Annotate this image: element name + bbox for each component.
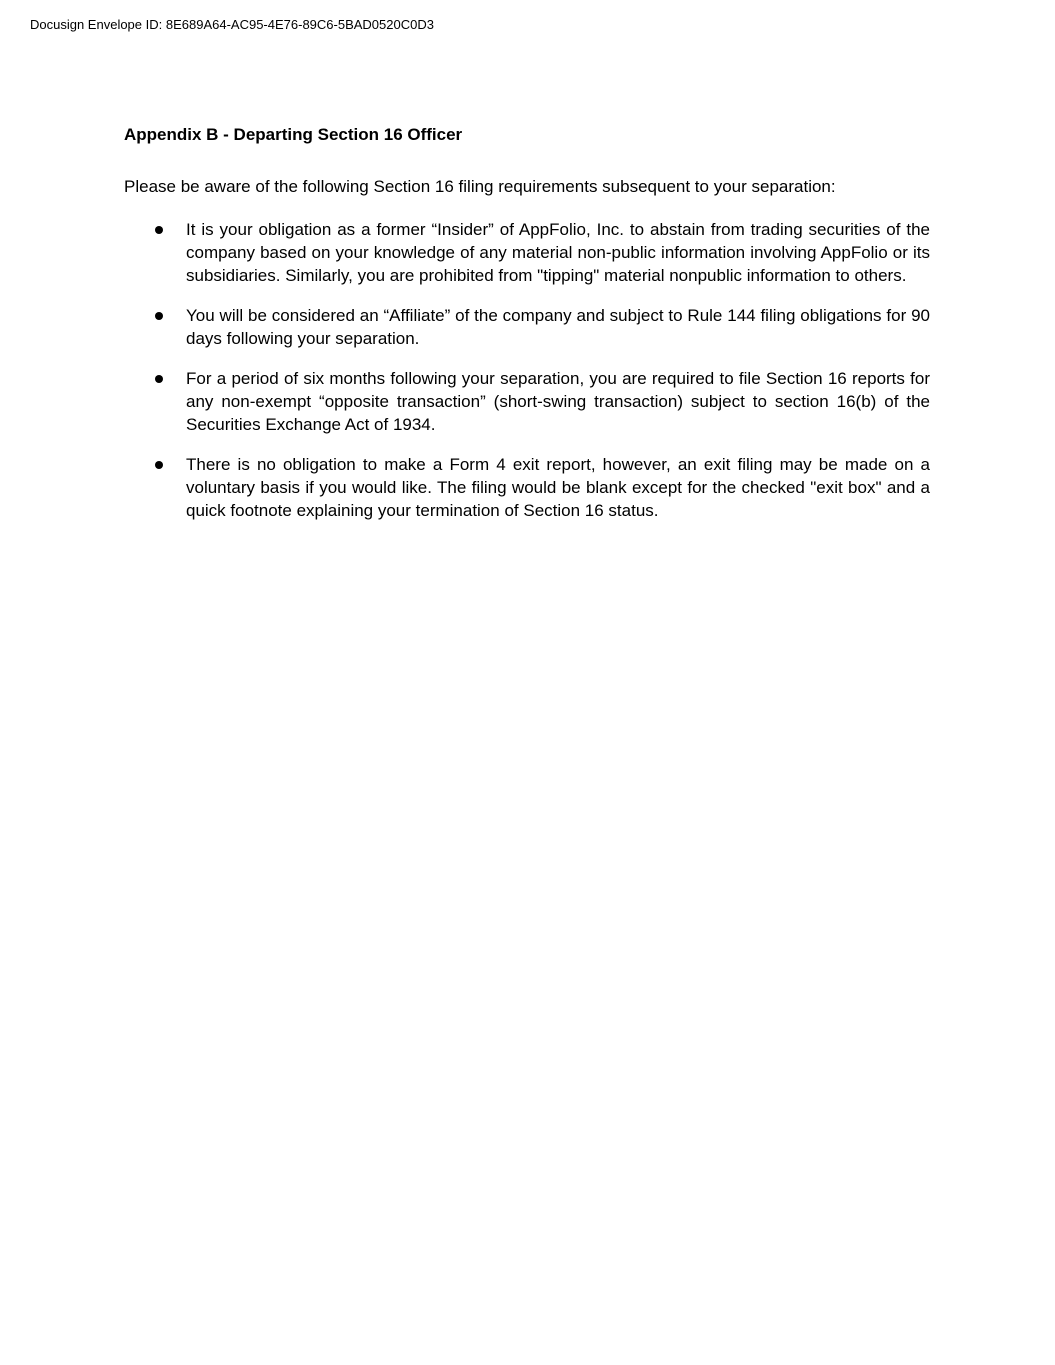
document-title: Appendix B - Departing Section 16 Officer — [124, 125, 463, 144]
list-item — [124, 304, 930, 350]
bullet-icon — [155, 226, 163, 234]
bullet-icon — [155, 461, 163, 469]
list-item-text: It is your obligation as a former “Insider” of AppFolio, Inc. to abstain from trading securities of the company based on your knowledge of any material non-public information involving AppFolio or its subsidiaries. Similarly, you are prohibited from "tipping" material nonpublic information to others. — [186, 220, 930, 285]
document-body — [124, 124, 930, 539]
docusign-envelope-id: Docusign Envelope ID: 8E689A64-AC95-4E76-89C6-5BAD0520C0D3 — [30, 17, 434, 32]
requirements-list — [124, 218, 930, 522]
intro-paragraph: Please be aware of the following Section 16 filing requirements subsequent to your separation: — [124, 177, 836, 196]
list-item-text: You will be considered an “Affiliate” of the company and subject to Rule 144 filing obligations for 90 days following your separation. — [186, 306, 930, 348]
list-item-text: For a period of six months following your separation, you are required to file Section 16 reports for any non-exempt “opposite transaction” (short-swing transaction) subject to section 16(b) of the Securities Exchange Act of 1934. — [186, 369, 930, 434]
list-item — [124, 218, 930, 287]
list-item — [124, 453, 930, 522]
bullet-icon — [155, 375, 163, 383]
list-item — [124, 367, 930, 436]
bullet-icon — [155, 312, 163, 320]
list-item-text: There is no obligation to make a Form 4 exit report, however, an exit filing may be made on a voluntary basis if you would like. The filing would be blank except for the checked "exit box" and a quick footnote explaining your termination of Section 16 status. — [186, 455, 930, 520]
